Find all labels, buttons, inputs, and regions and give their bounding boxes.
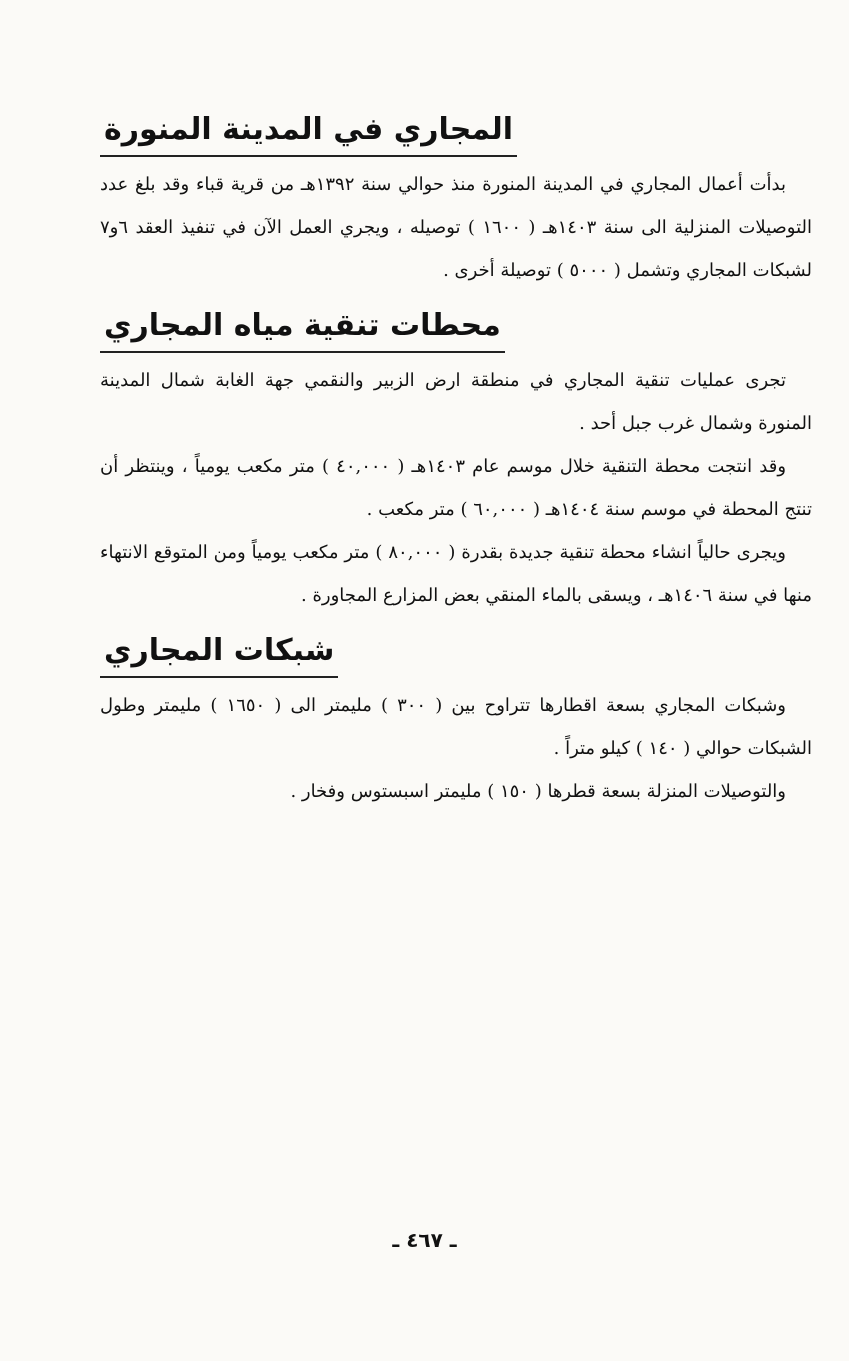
heading-wrap xyxy=(100,110,812,157)
paragraph: ويجرى حالياً انشاء محطة تنقية جديدة بقدرة ( ٨٠,٠٠٠ ) متر مكعب يومياً ومن المتوقع الانتهاء منها في سنة ١٤٠٦هـ ، ويسقى بالماء المنقي بعض المزارع المجاورة . xyxy=(100,542,812,606)
section-heading: محطات تنقية مياه المجاري xyxy=(100,306,505,353)
paragraph: وشبكات المجاري بسعة اقطارها تتراوح بين ( ٣٠٠ ) مليمتر الى ( ١٦٥٠ ) مليمتر وطول الشبكات حوالي ( ١٤٠ ) كيلو متراً . xyxy=(100,695,812,759)
section-sewers-madinah xyxy=(100,110,812,292)
section-heading: شبكات المجاري xyxy=(100,631,338,678)
paragraph: بدأت أعمال المجاري في المدينة المنورة منذ حوالي سنة ١٣٩٢هـ من قرية قباء وقد بلغ عدد التوصيلات المنزلية الى سنة ١٤٠٣هـ ( ١٦٠٠ ) توصيله ، ويجري العمل الآن في تنفيذ العقد ٦و٧ لشبكات المجاري وتشمل ( ٥٠٠٠ ) توصيلة أخرى . xyxy=(100,174,813,281)
paragraph: تجرى عمليات تنقية المجاري في منطقة ارض الزبير والنقمي جهة الغابة شمال المدينة المنورة وشمال غرب جبل أحد . xyxy=(100,370,812,434)
heading-wrap xyxy=(100,631,812,678)
heading-wrap xyxy=(100,306,812,353)
section-treatment-plants xyxy=(100,306,812,617)
section-sewer-networks xyxy=(100,631,812,813)
paragraph: وقد انتجت محطة التنقية خلال موسم عام ١٤٠٣هـ ( ٤٠,٠٠٠ ) متر مكعب يومياً ، وينتظر أن تنتج المحطة في موسم سنة ١٤٠٤هـ ( ٦٠,٠٠٠ ) متر مكعب . xyxy=(100,456,812,520)
paragraph: والتوصيلات المنزلة بسعة قطرها ( ١٥٠ ) مليمتر اسبستوس وفخار . xyxy=(290,781,786,802)
section-heading: المجاري في المدينة المنورة xyxy=(100,110,517,157)
document-page xyxy=(100,110,812,827)
page-number: ـ ٤٦٧ ـ xyxy=(392,1228,457,1252)
